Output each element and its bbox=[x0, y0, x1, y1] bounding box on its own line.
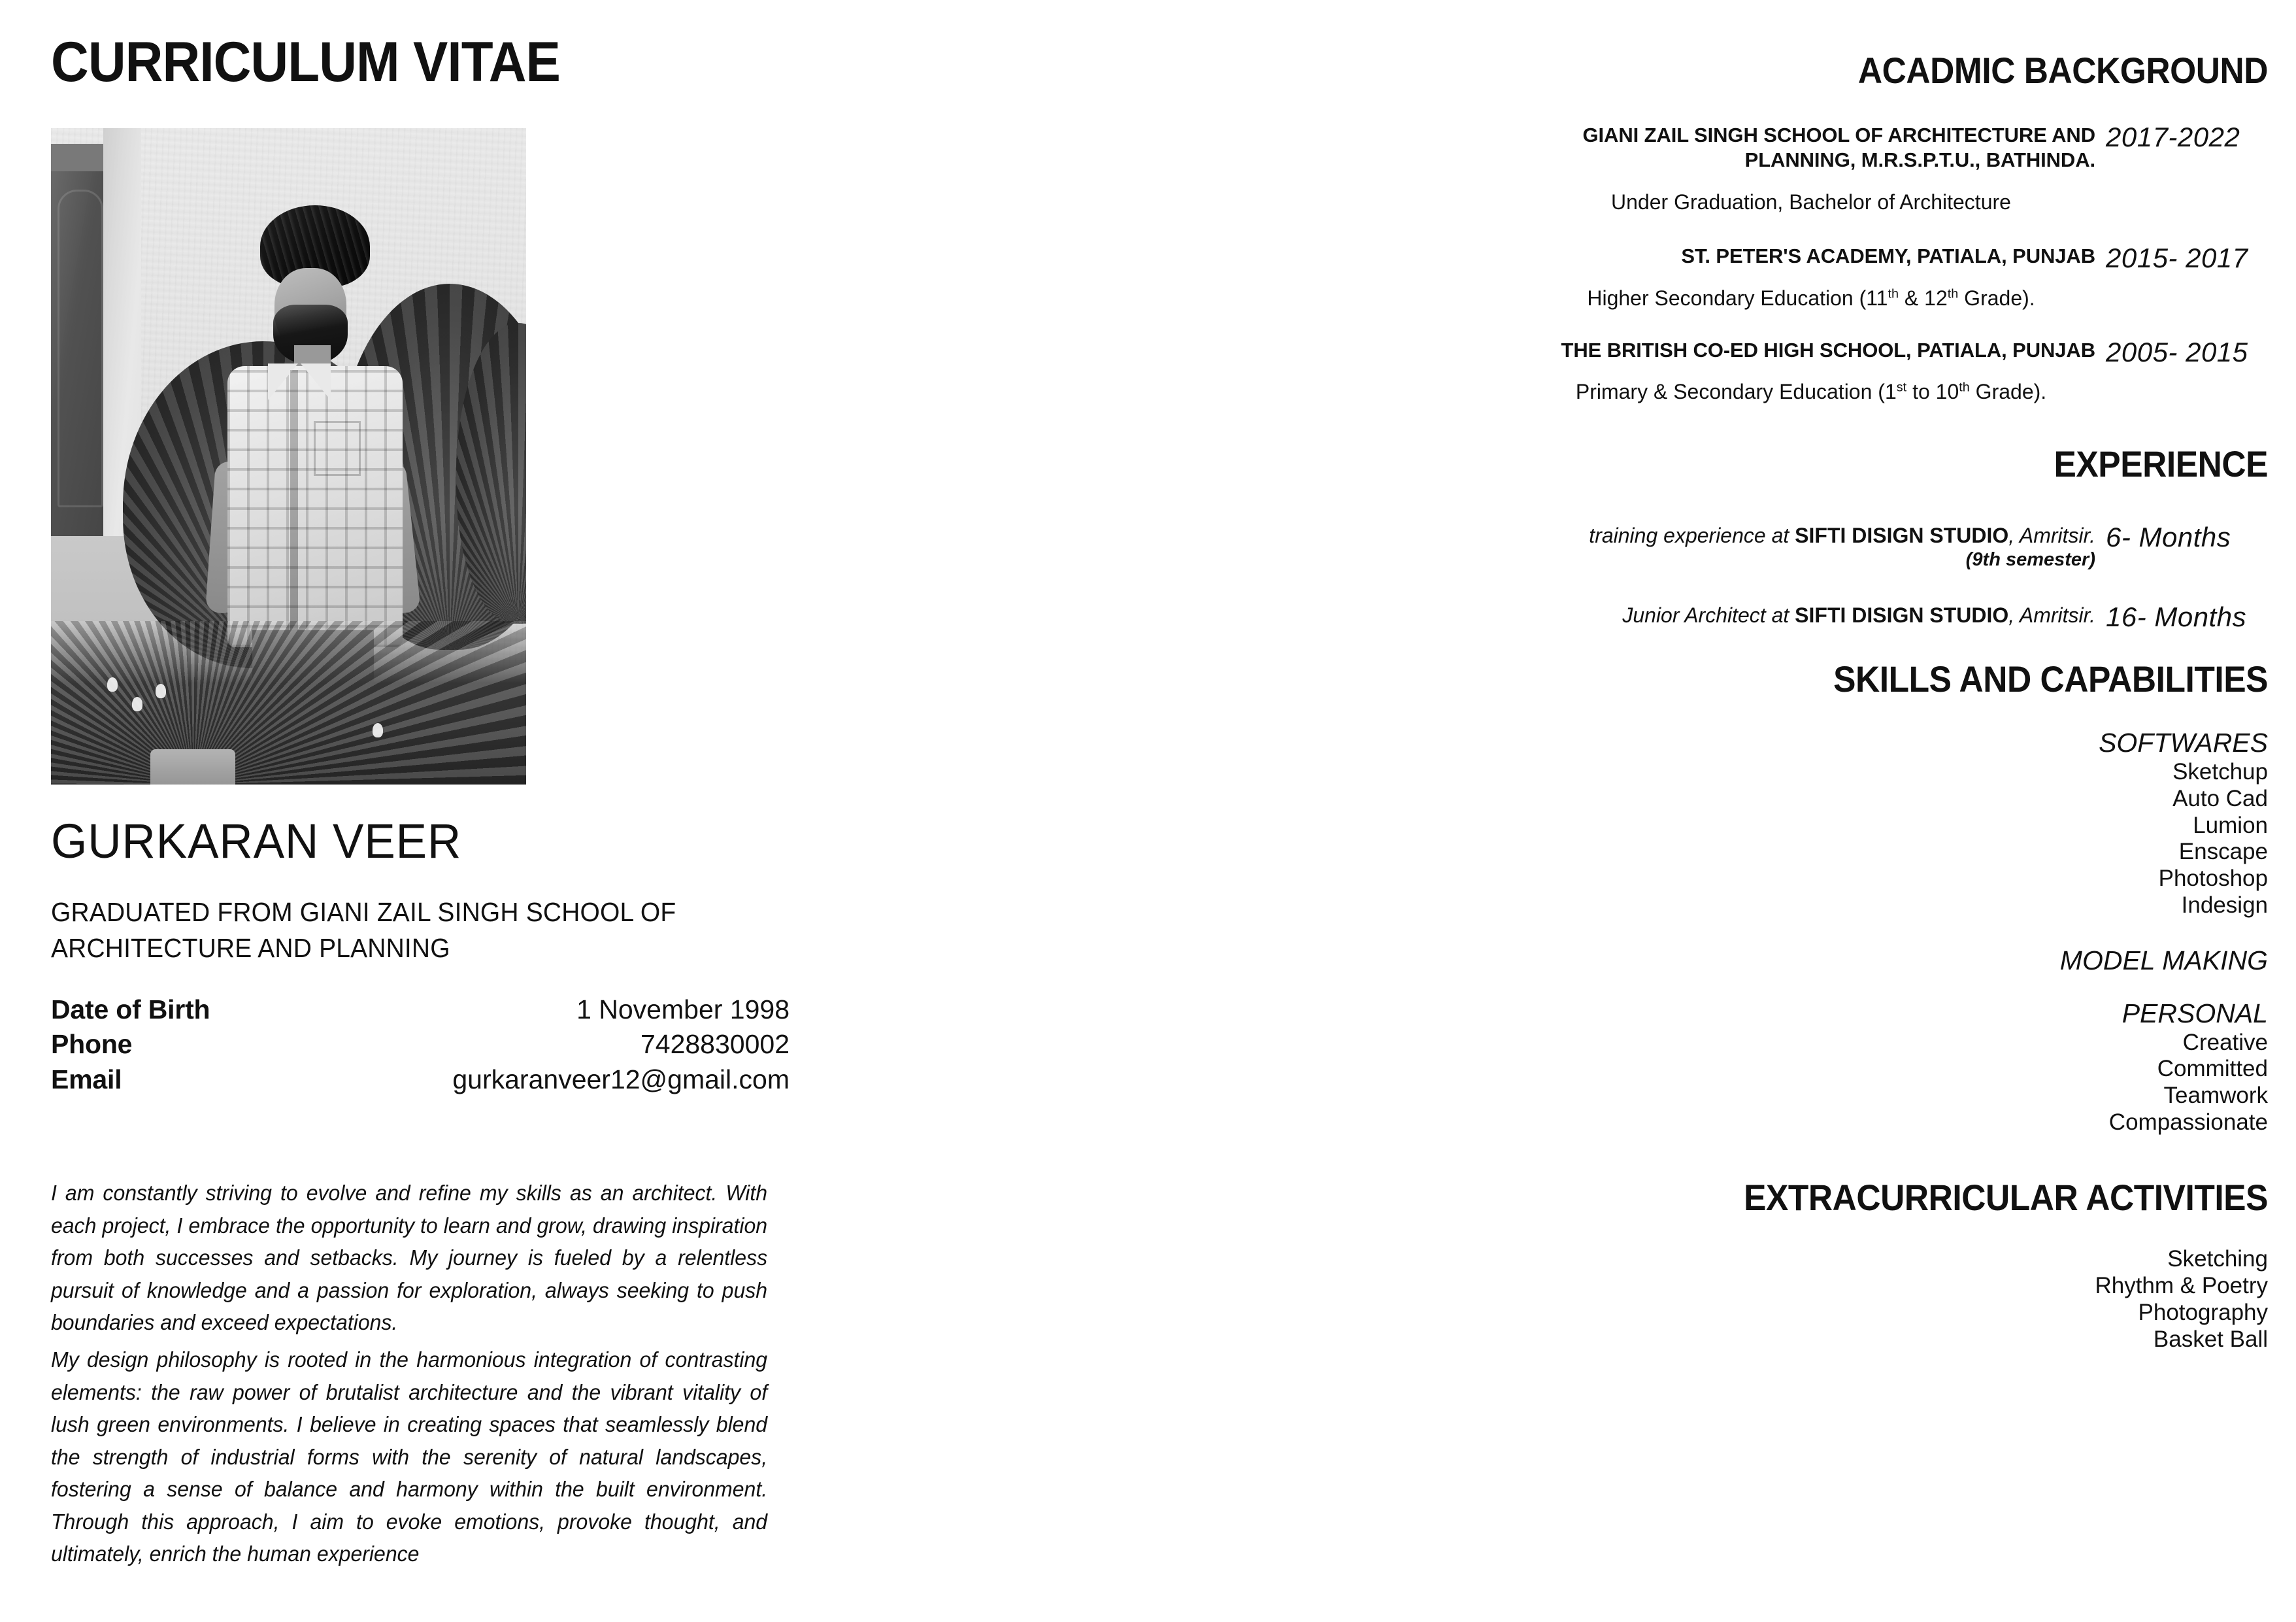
education-degree-text-suffix: Grade). bbox=[1958, 286, 2035, 310]
photo-flower bbox=[156, 684, 166, 698]
section-heading-skills: SKILLS AND CAPABILITIES bbox=[1833, 658, 2268, 700]
photo-flower bbox=[107, 677, 118, 692]
education-period-spacer bbox=[2106, 379, 2268, 408]
experience-role-block bbox=[1527, 603, 2106, 628]
education-degree bbox=[1527, 190, 2106, 214]
contact-row bbox=[51, 1027, 790, 1062]
experience-company: SIFTI DISIGN STUDIO bbox=[1795, 523, 2009, 547]
experience-entry bbox=[1457, 523, 2268, 571]
section-heading-activities: EXTRACURRICULAR ACTIVITIES bbox=[1744, 1177, 2268, 1219]
contact-row bbox=[51, 992, 790, 1027]
education-degree-superscript: st bbox=[1896, 380, 1907, 395]
skill-item: Compassionate bbox=[2108, 1109, 2268, 1136]
bio-paragraph-1: I am constantly striving to evolve and refine my skills as an architect. With each project, I embrace the opportunity to learn and grow, drawing inspiration from both successes and setbacks. My journey is fueled by a relentless pursuit of knowledge and a passion for exploration, always seeking to push boundaries and exceed expectations. bbox=[51, 1181, 768, 1334]
skill-group-title: SOFTWARES bbox=[2099, 728, 2268, 758]
education-degree-superscript: th bbox=[1888, 286, 1899, 301]
person-name: GURKARAN VEER bbox=[51, 814, 462, 868]
experience-role-prefix: Junior Architect at bbox=[1622, 603, 1795, 627]
education-entry bbox=[1457, 123, 2268, 173]
education-organization-block bbox=[1527, 338, 2106, 363]
photo-shirt-pocket bbox=[314, 421, 361, 476]
photo-doorway bbox=[51, 144, 111, 562]
skill-item: Sketchup bbox=[2172, 758, 2268, 785]
skill-item: Teamwork bbox=[2163, 1083, 2268, 1109]
contact-details bbox=[51, 992, 790, 1097]
experience-entry bbox=[1457, 603, 2268, 632]
skill-item: Committed bbox=[2157, 1056, 2268, 1082]
education-degree-text: Under Graduation, Bachelor of Architecture bbox=[1611, 190, 2011, 214]
experience-company: SIFTI DISIGN STUDIO bbox=[1795, 603, 2009, 627]
left-column bbox=[51, 0, 790, 1622]
education-degree bbox=[1527, 286, 2106, 311]
education-degree-row bbox=[1457, 379, 2268, 408]
activities-list bbox=[1457, 1246, 2268, 1353]
experience-duration: 6- Months bbox=[2106, 521, 2231, 552]
education-degree-superscript: th bbox=[1959, 380, 1970, 395]
skill-item: Enscape bbox=[2178, 839, 2268, 865]
experience-duration: 16- Months bbox=[2106, 601, 2247, 632]
skill-item: Photoshop bbox=[2158, 866, 2268, 892]
skill-item: Creative bbox=[2182, 1029, 2268, 1055]
education-organization: GIANI ZAIL SINGH SCHOOL OF ARCHITECTURE AND PLANNING, M.R.S.P.T.U., BATHINDA. bbox=[1582, 124, 2095, 171]
skill-group-model-making bbox=[1457, 945, 2268, 976]
photo-shirt-placket bbox=[290, 370, 298, 645]
skill-group-personal bbox=[1457, 998, 2268, 1136]
experience-role-suffix: , Amritsir. bbox=[2008, 523, 2095, 547]
skill-group-title: PERSONAL bbox=[2121, 998, 2268, 1029]
photo-collar-right bbox=[301, 363, 331, 400]
contact-label-dob: Date of Birth bbox=[51, 994, 210, 1024]
education-degree-text: Primary & Secondary Education (1 bbox=[1575, 380, 1897, 404]
photo-flower bbox=[132, 697, 142, 711]
contact-label-email: Email bbox=[51, 1064, 122, 1094]
person-tagline: GRADUATED FROM GIANI ZAIL SINGH SCHOOL OF ARCHITECTURE AND PLANNING bbox=[51, 897, 676, 963]
education-organization: THE BRITISH CO-ED HIGH SCHOOL, PATIALA, PUNJAB bbox=[1561, 338, 2095, 362]
skill-item: Indesign bbox=[2181, 892, 2268, 919]
photo-flower bbox=[373, 723, 383, 737]
education-degree-row bbox=[1457, 190, 2268, 218]
bio-paragraph-2: My design philosophy is rooted in the harmonious integration of contrasting elements: the raw power of brutalist architecture and the vibrant vitality of lush green environments. I believe in creating spaces that seamlessly blend the strength of industrial forms with the serenity of natural landscapes, fostering a sense of balance and harmony within the built environment. Through this approach, I aim to evoke emotions, provoke thought, and ultimately, enrich the human experience bbox=[51, 1347, 768, 1566]
education-period: 2017-2022 bbox=[2106, 122, 2240, 152]
skill-item: Lumion bbox=[2193, 812, 2268, 838]
contact-value-phone: 7428830002 bbox=[640, 1029, 790, 1060]
contact-label-phone: Phone bbox=[51, 1029, 133, 1060]
experience-role-prefix: training experience at bbox=[1589, 523, 1795, 547]
education-period: 2015- 2017 bbox=[2106, 243, 2248, 274]
skill-item: Auto Cad bbox=[2172, 785, 2268, 811]
skill-group-softwares bbox=[1457, 728, 2268, 919]
section-heading-academic: ACADMIC BACKGROUND bbox=[1857, 50, 2268, 91]
education-degree-superscript: th bbox=[1947, 286, 1959, 301]
activity-item: Rhythm & Poetry bbox=[2095, 1273, 2268, 1299]
section-heading-experience: EXPERIENCE bbox=[2054, 443, 2268, 484]
contact-value-dob: 1 November 1998 bbox=[576, 994, 790, 1024]
education-entry bbox=[1457, 244, 2268, 273]
right-column bbox=[1457, 0, 2268, 1353]
education-degree-row bbox=[1457, 286, 2268, 314]
education-period: 2005- 2015 bbox=[2106, 336, 2248, 367]
education-period-spacer bbox=[2106, 286, 2268, 314]
education-degree bbox=[1527, 379, 2106, 404]
education-degree-text: Higher Secondary Education (11 bbox=[1587, 286, 1888, 310]
experience-role bbox=[1527, 523, 2095, 549]
skill-group-title: MODEL MAKING bbox=[2059, 945, 2268, 976]
experience-note: (9th semester) bbox=[1965, 549, 2095, 571]
activity-item: Basket Ball bbox=[2153, 1326, 2268, 1353]
contact-value-email: gurkaranveer12@gmail.com bbox=[452, 1064, 790, 1094]
education-degree-text-mid: to 10 bbox=[1906, 380, 1959, 404]
education-organization: ST. PETER'S ACADEMY, PATIALA, PUNJAB bbox=[1681, 245, 2095, 268]
education-organization-block bbox=[1527, 123, 2106, 173]
activity-item: Photography bbox=[2138, 1300, 2268, 1326]
page-title: CURRICULUM VITAE bbox=[51, 31, 560, 93]
experience-role-block bbox=[1527, 523, 2106, 571]
experience-role bbox=[1527, 603, 2095, 628]
portrait-photo bbox=[51, 128, 526, 785]
education-degree-text-mid: & 12 bbox=[1899, 286, 1948, 310]
photo-flower-pot bbox=[150, 749, 235, 785]
contact-row bbox=[51, 1062, 790, 1097]
experience-role-suffix: , Amritsir. bbox=[2008, 603, 2095, 627]
education-organization-block bbox=[1527, 244, 2106, 269]
photo-checked-shirt bbox=[227, 366, 403, 647]
education-period-spacer bbox=[2106, 190, 2268, 218]
photo-door-panel bbox=[58, 190, 103, 507]
activity-item: Sketching bbox=[2167, 1246, 2268, 1272]
photo-foreground-plants bbox=[51, 621, 526, 785]
education-entry bbox=[1457, 338, 2268, 367]
education-degree-text-suffix: Grade). bbox=[1969, 380, 2047, 404]
